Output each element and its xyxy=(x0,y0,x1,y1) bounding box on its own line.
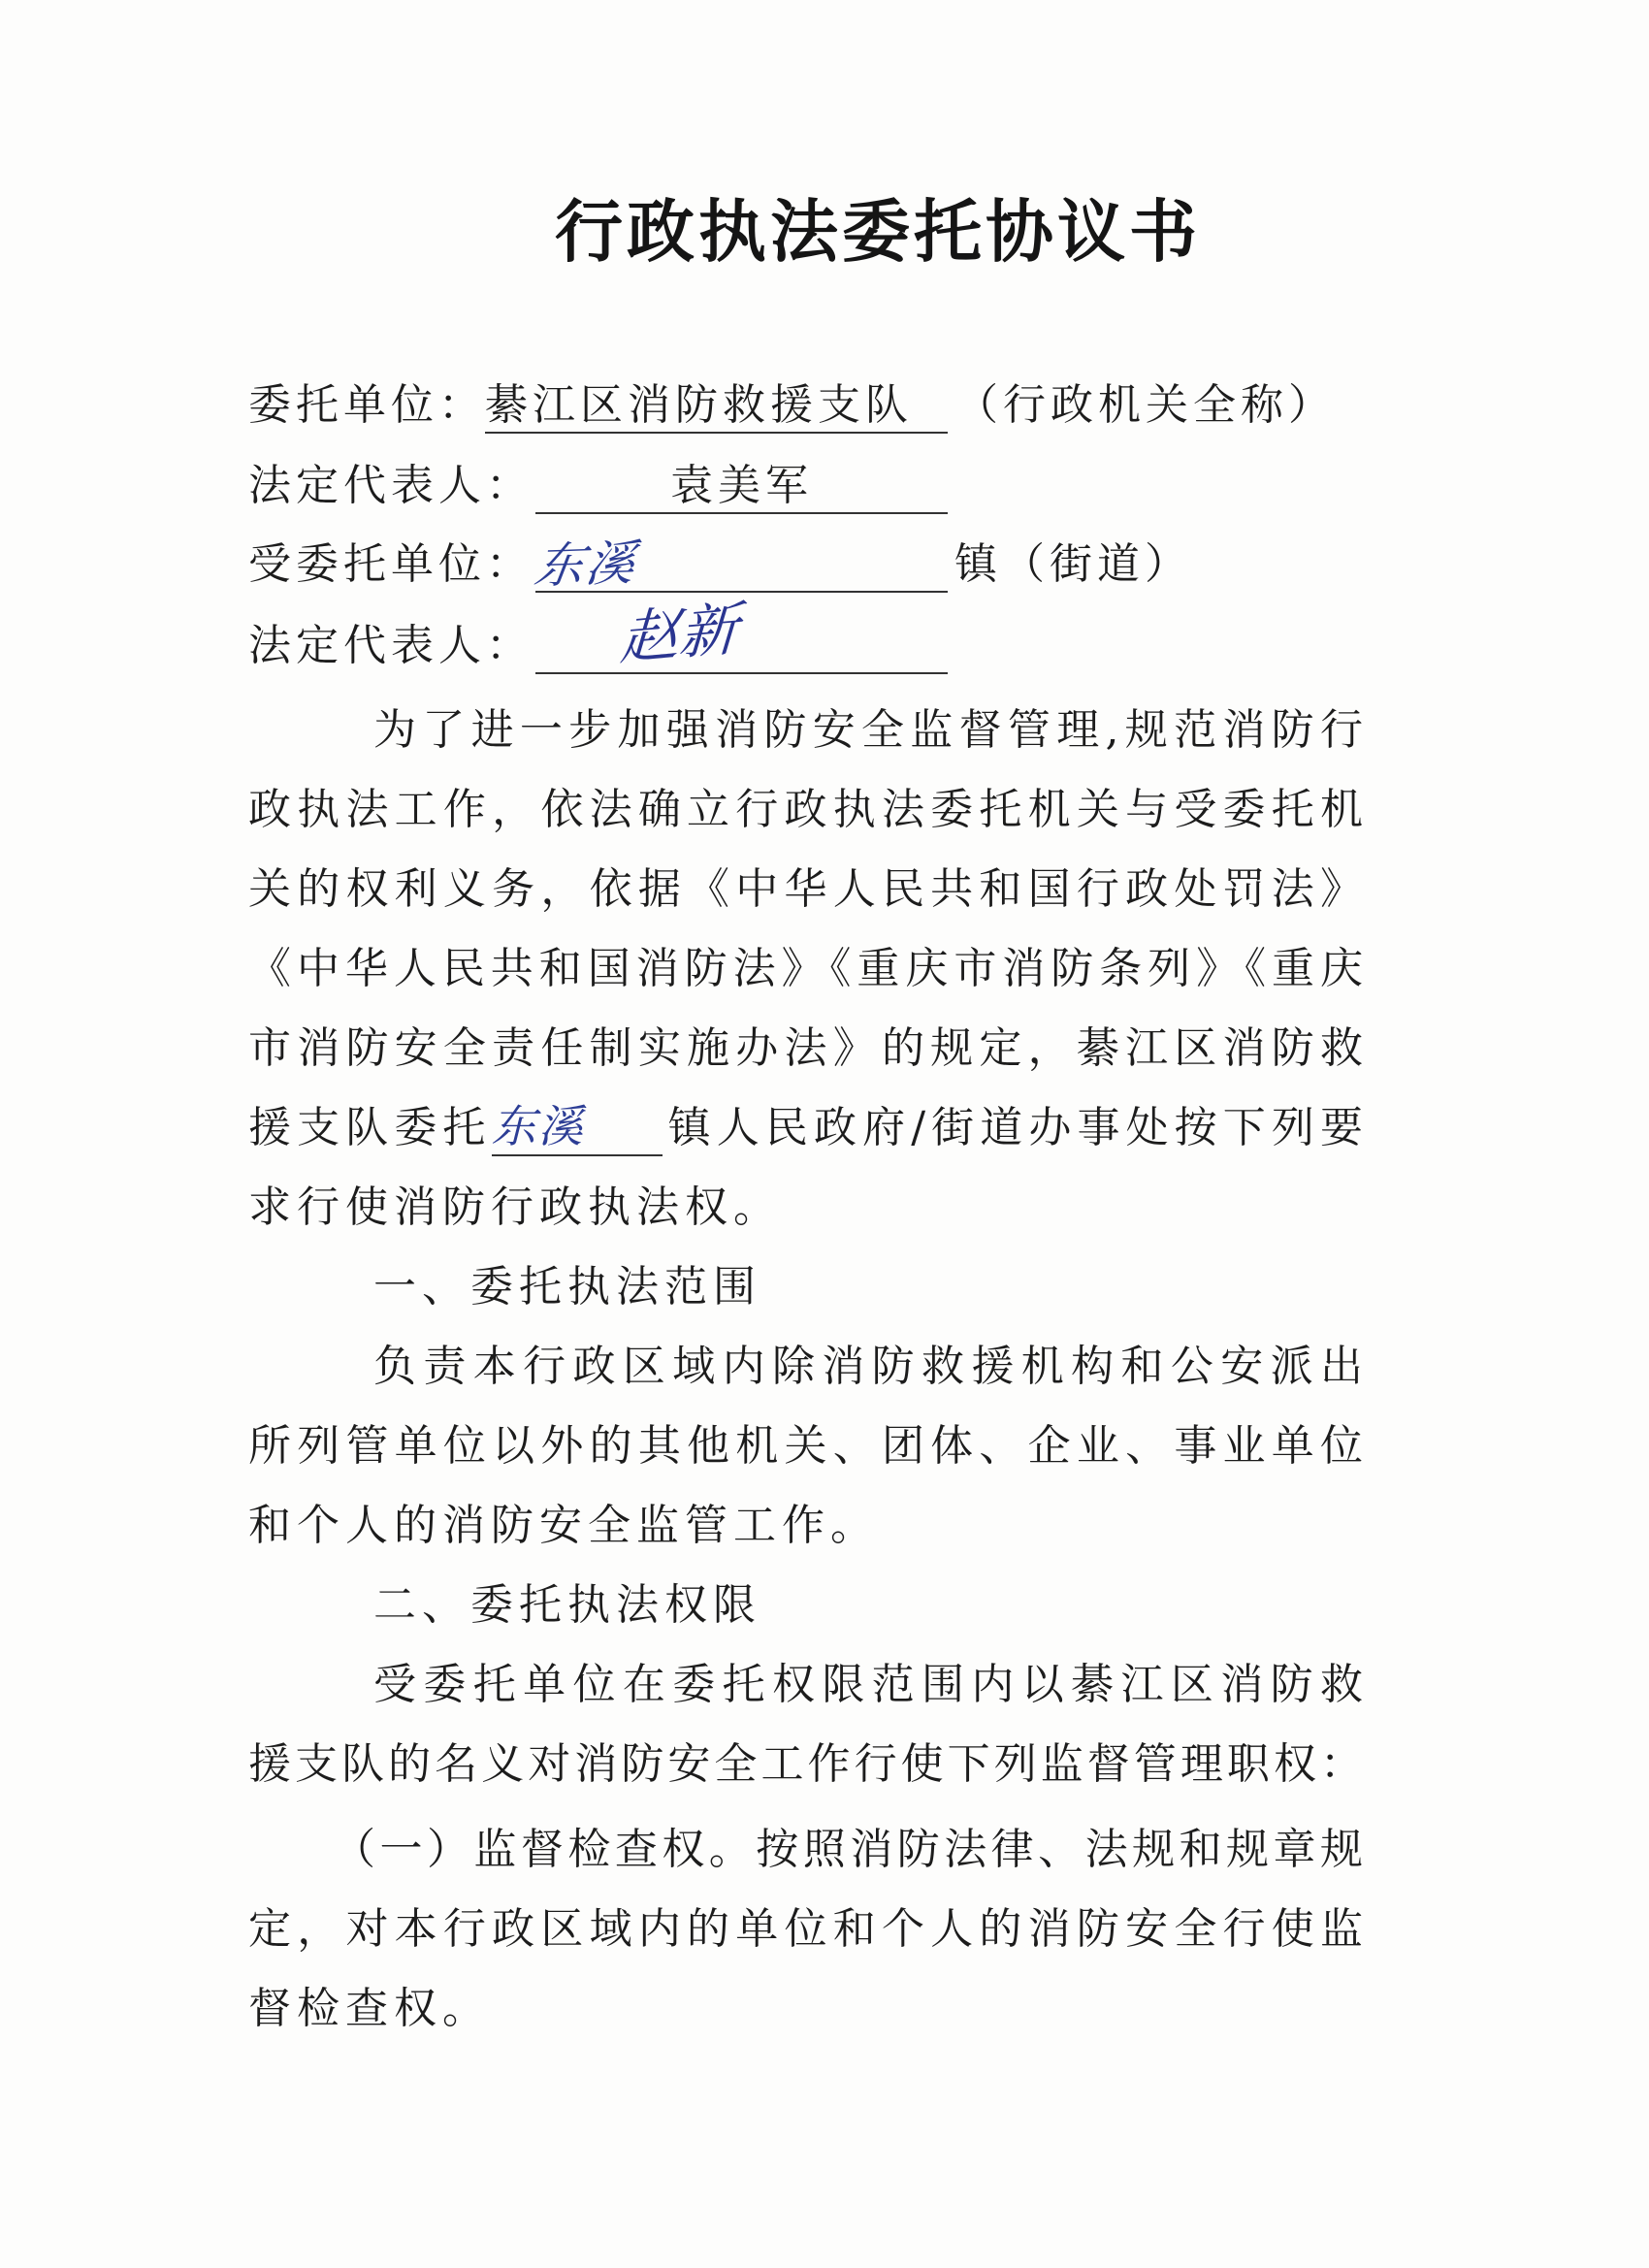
document-title: 行政执法委托协议书 xyxy=(555,191,1201,272)
body-line-text: 援支队委托 xyxy=(248,1103,492,1152)
entrusted-legal-rep-field xyxy=(535,595,948,674)
body-line xyxy=(248,1088,1363,1168)
body-line: 政执法工作，依法确立行政执法委托机关与受委托机 xyxy=(248,785,1363,834)
section-heading: 一、委托执法范围 xyxy=(373,1262,761,1312)
body-line: 求行使消防行政执法权。 xyxy=(248,1183,782,1232)
body-line: 督检查权。 xyxy=(248,1984,491,2033)
body-line: 援支队的名义对消防安全工作行使下列监督管理职权： xyxy=(248,1739,1363,1789)
entrusting-legal-rep-value: 袁美军 xyxy=(535,456,948,514)
section-heading: 二、委托执法权限 xyxy=(373,1580,761,1630)
entrusting-unit-label: 委托单位： xyxy=(248,380,486,430)
entrusted-unit-row xyxy=(248,535,1412,595)
body-line: 定，对本行政区域内的单位和个人的消防安全行使监 xyxy=(248,1904,1363,1954)
body-line: 所列管单位以外的其他机关、团体、企业、事业单位 xyxy=(248,1421,1363,1471)
body-line: 市消防安全责任制实施办法》的规定，綦江区消防救 xyxy=(248,1023,1363,1073)
body-line: 关的权利义务，依据《中华人民共和国行政处罚法》 xyxy=(248,864,1363,914)
entrusting-legal-rep-label: 法定代表人： xyxy=(248,461,534,510)
entrusted-legal-rep-label: 法定代表人： xyxy=(248,621,534,670)
entrusted-unit-handwritten: 东溪 xyxy=(531,535,641,595)
handwritten-signature: 赵新 xyxy=(618,595,740,674)
body-line: 为了进一步加强消防安全监督管理,规范消防行 xyxy=(373,705,1363,755)
entrusting-unit-note: （行政机关全称） xyxy=(955,380,1336,430)
agreement-body xyxy=(248,691,1363,2049)
body-line: 受委托单位在委托权限范围内以綦江区消防救 xyxy=(373,1660,1363,1709)
entrusting-unit-value: 綦江区消防救援支队 xyxy=(485,375,948,434)
entrusted-unit-label: 受委托单位： xyxy=(248,539,534,589)
entrusting-legal-rep-row xyxy=(248,456,1412,516)
entrusted-unit-field xyxy=(531,535,948,595)
handwritten-town-name: 东溪 xyxy=(492,1098,663,1156)
entrusted-legal-rep-row xyxy=(248,595,1412,676)
body-line-text: 镇人民政府/街道办事处按下列要 xyxy=(662,1103,1363,1152)
entrusting-unit-row xyxy=(248,375,1412,436)
body-line: 和个人的消防安全监管工作。 xyxy=(248,1501,879,1550)
entrusted-unit-suffix: 镇（街道） xyxy=(954,539,1192,589)
body-line: 《中华人民共和国消防法》《重庆市消防条列》《重庆 xyxy=(248,944,1363,993)
body-line: 负责本行政区域内除消防救援机构和公安派出 xyxy=(373,1342,1363,1391)
subsection-line: （一）监督检查权。按照消防法律、法规和规章规 xyxy=(333,1825,1363,1874)
